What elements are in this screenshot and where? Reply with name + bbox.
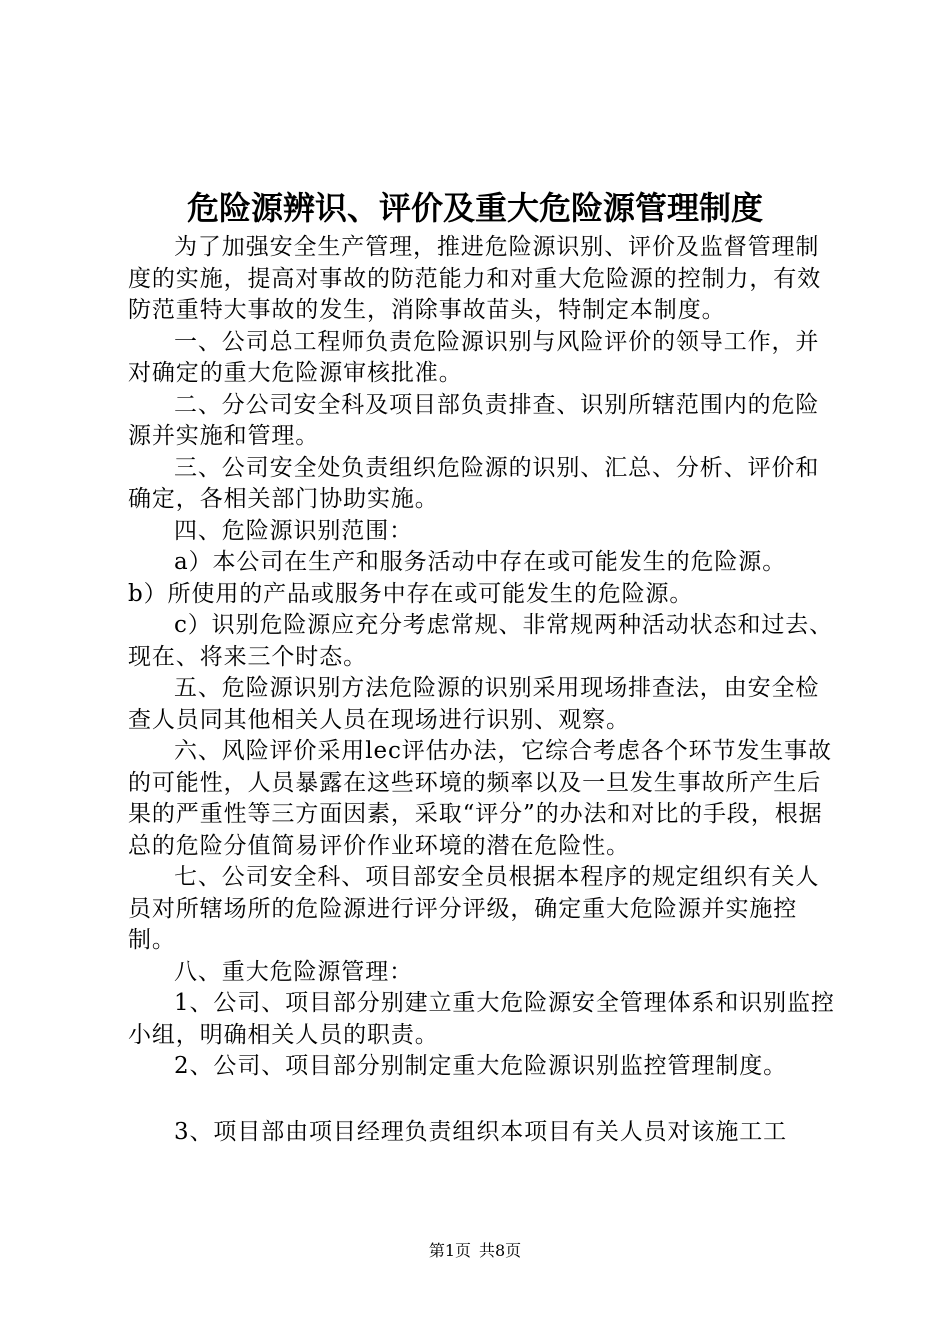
document-title: 危险源辨识、评价及重大危险源管理制度: [186, 189, 763, 227]
paragraph-item-8-3: 3、项目部由项目经理负责组织本项目有关人员对该施工工: [174, 1118, 788, 1145]
page-total: 共8页: [479, 1241, 522, 1260]
paragraph-item-6: 六、风险评价采用lec评估办法，它综合考虑各个环节发生事故的可能性，人员暴露在这些环境的频率以及一旦发生事故所产生后果的严重性等三方面因素，采取“评分”的办法和对比的手段，根据总的危险分值简易评价作业环境的潜在危险性。: [128, 738, 832, 859]
document-body: [128, 232, 838, 1148]
paragraph-item-3: 三、公司安全处负责组织危险源的识别、汇总、分析、评价和确定，各相关部门协助实施。: [128, 454, 820, 512]
paragraph-item-4: 四、危险源识别范围：: [174, 517, 413, 544]
paragraph-item-4a: a）本公司在生产和服务活动中存在或可能发生的危险源。: [174, 549, 787, 575]
paragraph-item-5: 五、危险源识别方法危险源的识别采用现场排查法，由安全检查人员同其他相关人员在现场进行识别、观察。: [128, 675, 820, 733]
paragraph-item-1: 一、公司总工程师负责危险源识别与风险评价的领导工作，并对确定的重大危险源审核批准。: [128, 328, 820, 386]
paragraph-item-7: 七、公司安全科、项目部安全员根据本程序的规定组织有关人员对所辖场所的危险源进行评分评级，确定重大危险源并实施控制。: [128, 864, 820, 953]
paragraph-item-4b: b）所使用的产品或服务中存在或可能发生的危险源。: [128, 580, 694, 607]
paragraph-item-8: 八、重大危险源管理：: [174, 958, 413, 985]
paragraph-item-2: 二、分公司安全科及项目部负责排查、识别所辖范围内的危险源并实施和管理。: [128, 391, 820, 449]
paragraph-item-4c: c）识别危险源应充分考虑常规、非常规两种活动状态和过去、现在、将来三个时态。: [128, 612, 834, 670]
paragraph-item-8-1: 1、公司、项目部分别建立重大危险源安全管理体系和识别监控小组，明确相关人员的职责。: [128, 990, 835, 1048]
paragraph-item-8-2: 2、公司、项目部分别制定重大危险源识别监控管理制度。: [174, 1053, 788, 1079]
page-footer: [0, 1240, 950, 1262]
paragraph-intro: 为了加强安全生产管理，推进危险源识别、评价及监督管理制度的实施，提高对事故的防范能力和对重大危险源的控制力，有效防范重特大事故的发生，消除事故苗头，特制定本制度。: [128, 234, 822, 323]
page-number: 第1页: [428, 1241, 471, 1260]
